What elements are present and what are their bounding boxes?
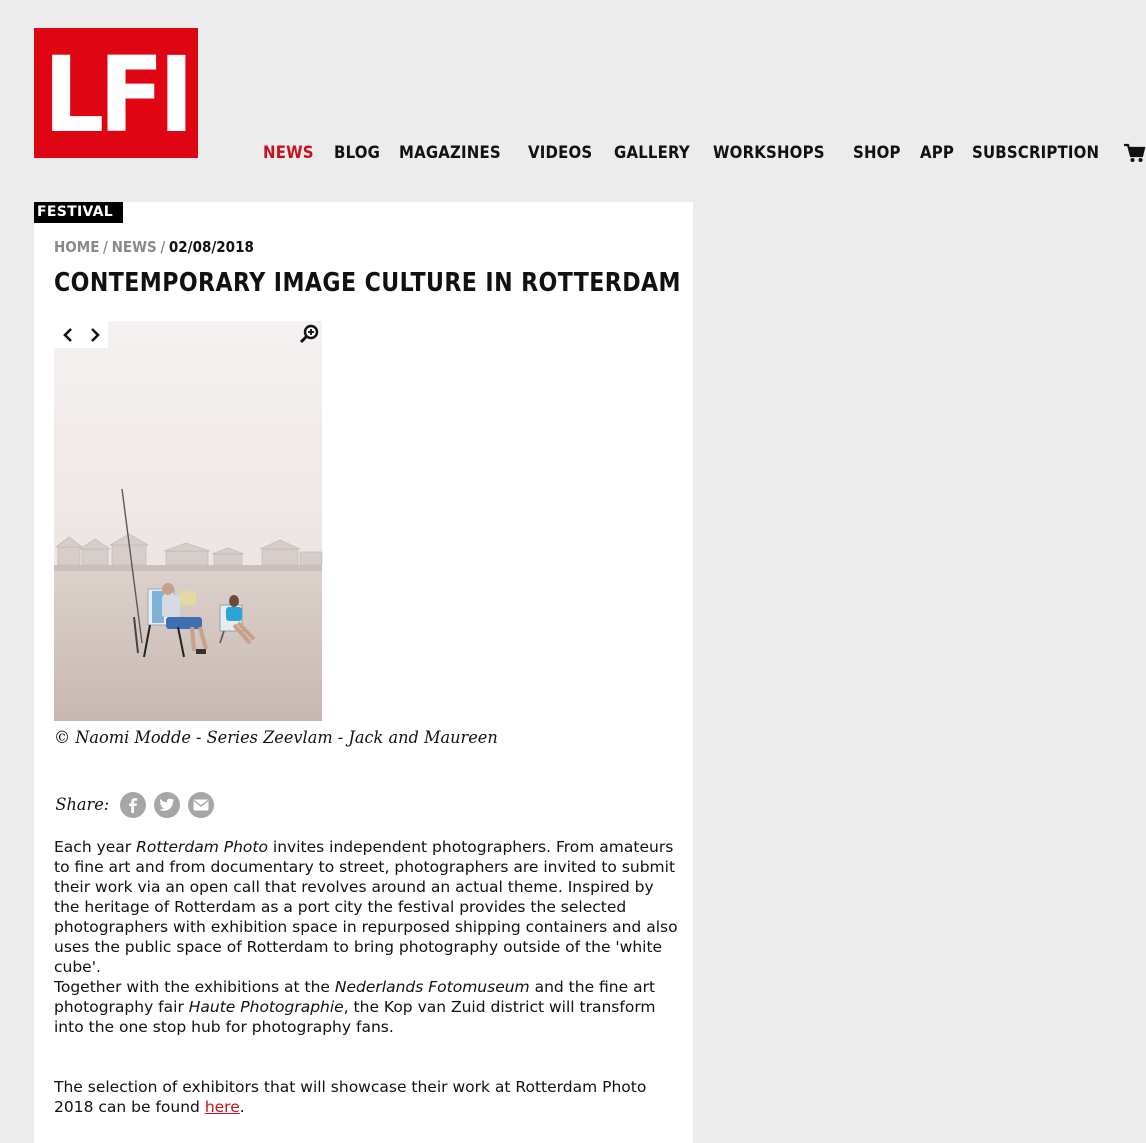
text-run: Each year xyxy=(54,838,137,856)
text-run: , the Kop van Zuid district will transform into the one stop hub for photography fans. xyxy=(54,998,656,1036)
nav-item-workshops[interactable]: WORKSHOPS xyxy=(713,143,825,163)
text-run: invites independent photographers. From amateurs to fine art and from documentary to street, photographers are invited to submit their work via an open call that revolves around an actual theme. Inspired by the heritage of Rotterdam as a port city the festival provides the selected photographers with exhibition space in repurposed shipping containers and also uses the public space of Rotterdam to bring photography outside of the 'white cube'. xyxy=(54,838,678,976)
twitter-icon[interactable] xyxy=(154,792,180,818)
text-emphasis: Rotterdam Photo xyxy=(136,838,268,856)
breadcrumb xyxy=(54,238,254,256)
text-run: Together with the exhibitions at the xyxy=(54,978,335,996)
chevron-right-icon xyxy=(89,328,101,342)
mail-icon[interactable] xyxy=(188,792,214,818)
article-paragraph xyxy=(54,1077,679,1117)
text-emphasis: Haute Photographie xyxy=(188,998,344,1016)
exhibitors-link[interactable]: here xyxy=(204,1098,240,1116)
zoom-icon[interactable] xyxy=(298,323,320,345)
nav-item-subscription[interactable]: SUBSCRIPTION xyxy=(971,143,1100,163)
breadcrumb-separator: / xyxy=(160,238,166,256)
nav-item-shop[interactable]: SHOP xyxy=(853,143,901,163)
breadcrumb-separator: / xyxy=(103,238,108,256)
text-run: . xyxy=(239,1098,245,1116)
nav-item-blog[interactable]: BLOG xyxy=(333,143,380,163)
lfi-logo[interactable] xyxy=(34,28,198,158)
nav-item-magazines[interactable]: MAGAZINES xyxy=(399,143,501,163)
article-paragraph xyxy=(54,837,679,977)
chevron-left-icon xyxy=(62,328,74,342)
breadcrumb-news[interactable]: NEWS xyxy=(111,238,157,256)
share-bar xyxy=(54,792,222,818)
text-run: and the fine art photography fair xyxy=(54,978,656,1016)
cart-icon[interactable] xyxy=(1124,143,1146,163)
article-paragraph xyxy=(54,977,679,1037)
logo-text: LFI xyxy=(43,34,189,156)
gallery-next-button[interactable] xyxy=(81,321,108,348)
nav-item-gallery[interactable]: GALLERY xyxy=(613,143,690,163)
paragraph-spacer xyxy=(54,1037,679,1077)
nav-item-videos[interactable]: VIDEOS xyxy=(527,143,593,163)
article-body xyxy=(54,837,679,1117)
main-nav xyxy=(263,140,1146,166)
nav-item-news[interactable]: NEWS xyxy=(263,143,314,163)
breadcrumb-date: 02/08/2018 xyxy=(168,238,254,256)
share-label: Share: xyxy=(55,795,110,815)
breadcrumb-home[interactable]: HOME xyxy=(54,238,100,256)
photo-gallery[interactable] xyxy=(54,321,322,721)
article-title: CONTEMPORARY IMAGE CULTURE IN ROTTERDAM xyxy=(54,268,681,298)
category-badge[interactable]: FESTIVAL xyxy=(34,202,123,223)
beach-photo xyxy=(54,321,322,721)
photo-caption: © Naomi Modde - Series Zeevlam - Jack and Maureen xyxy=(54,728,498,748)
nav-item-app[interactable]: APP xyxy=(920,143,955,163)
gallery-prev-button[interactable] xyxy=(54,321,81,348)
text-emphasis: Nederlands Fotomuseum xyxy=(334,978,530,996)
facebook-icon[interactable] xyxy=(120,792,146,818)
text-run: The selection of exhibitors that will showcase their work at Rotterdam Photo 2018 can be found xyxy=(54,1078,647,1116)
